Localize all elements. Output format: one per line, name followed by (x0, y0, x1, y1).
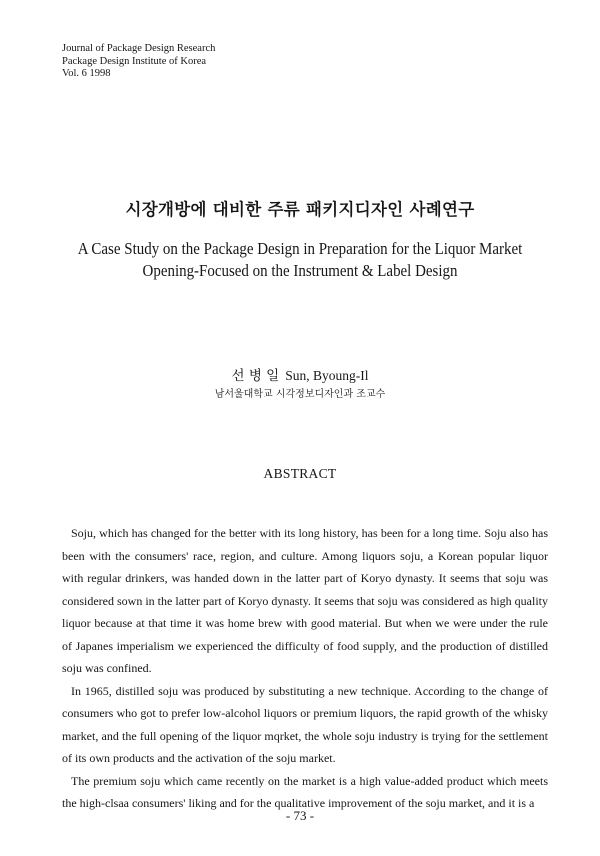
english-title-line-1: A Case Study on the Package Design in Preparation for the Liquor Market (77, 239, 523, 258)
journal-name: Journal of Package Design Research (62, 43, 216, 54)
abstract-body (62, 522, 548, 815)
english-title (71, 238, 529, 282)
abstract-paragraph-3: The premium soju which came recently on the market is a high value-added product which meets the high-clsaa consumers' liking and for the qualitative improvement of the soju market, and it is a (62, 773, 548, 810)
abstract-paragraph-1: Soju, which has changed for the better with its long history, has been for a long time. Soju also has been with the consumers' race, region, and culture. Among liquors soju, a Korean popular liquor with regular drinkers, was handed down in the latter part of Koryo dynasty. It seems that soju was considered sown in the latter part of Koryo dynasty. It seems that soju was considered as high quality liquor because at that time it was home brew with good material. But when we were under the rule of Japanes imperialism we experienced the difficulty of food supply, and the production of distilled soju was confined. (62, 526, 548, 675)
author-name-korean: 선 병 일 (231, 368, 280, 384)
journal-header (62, 43, 215, 81)
author-line (0, 364, 600, 384)
korean-title: 시장개방에 대비한 주류 패키지디자인 사례연구 (125, 200, 475, 219)
page-number: - 73 - (285, 808, 315, 823)
volume-year: Vol. 6 1998 (62, 68, 111, 79)
english-title-line-2: Opening-Focused on the Instrument & Label Design (142, 261, 458, 280)
publisher-name: Package Design Institute of Korea (62, 55, 207, 67)
abstract-heading: ABSTRACT (263, 466, 337, 481)
author-affiliation: 남서울대학교 시각정보디자인과 조교수 (214, 389, 386, 400)
abstract-paragraph-2: In 1965, distilled soju was produced by substituting a new technique. According to the change of consumers who got to prefer low-alcohol liquors or premium liquors, the rapid growth of the whisky market, and the full opening of the liquor mqrket, the whole soju industry is trying for the settlement of its own products and the activation of the soju market. (62, 683, 548, 765)
author-name-english: Sun, Byoung-Il (285, 368, 369, 383)
